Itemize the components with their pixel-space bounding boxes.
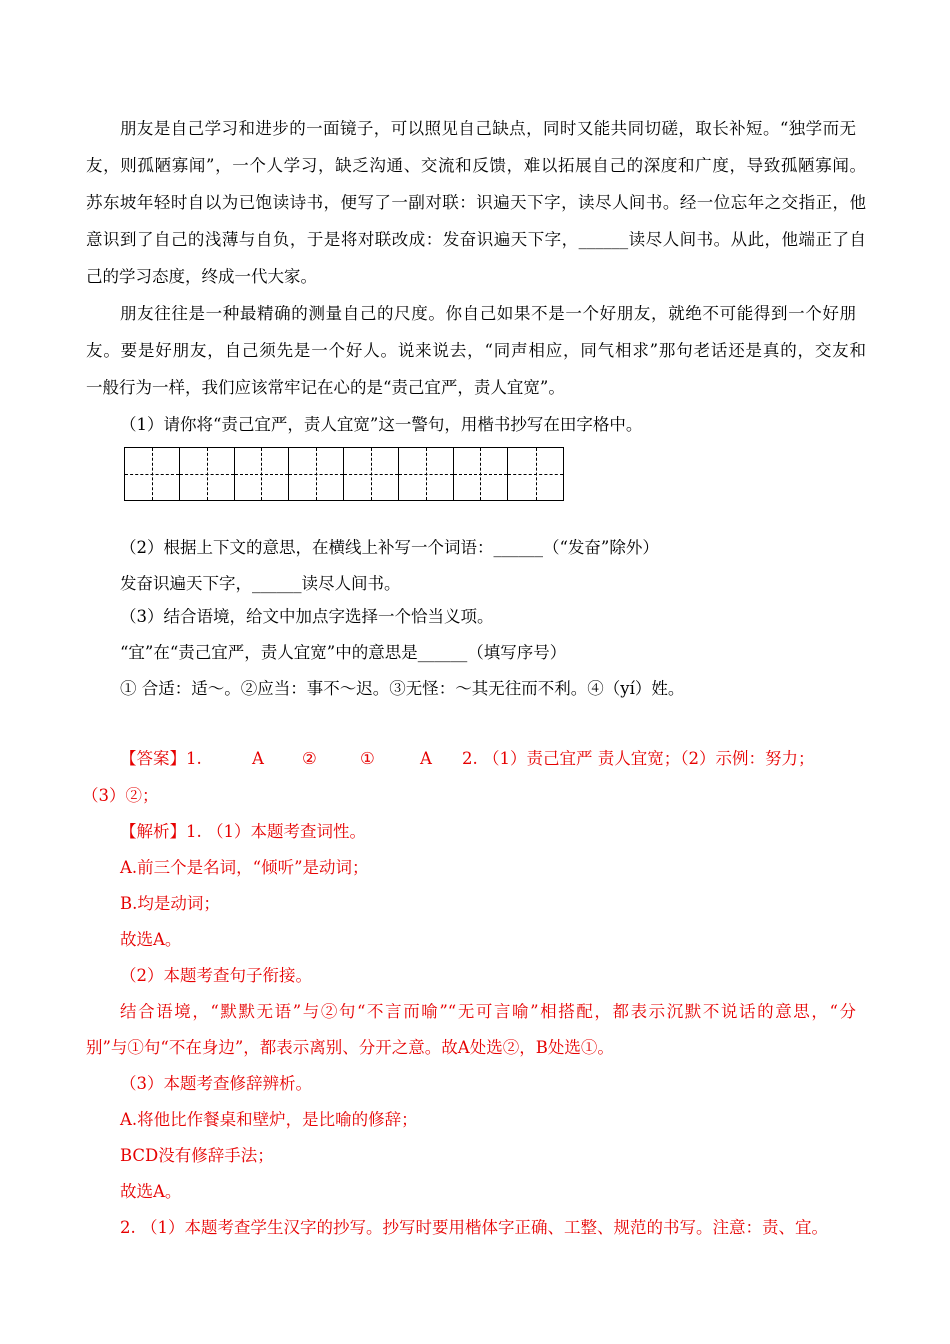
analysis-heading: 【解析】1. （1）本题考查词性。	[120, 822, 366, 841]
tianzige-cell	[454, 448, 509, 500]
answer-item-3: ①	[360, 749, 375, 768]
analysis-line: 别”与①句“不在身边”，都表示离别、分开之意。故A处选②，B处选①。	[86, 1038, 614, 1057]
passage-p1-line-1: 朋友是自己学习和进步的一面镜子，可以照见自己缺点，同时又能共同切磋，取长补短。“独学而无	[120, 119, 856, 138]
answer-continuation: （3）②；	[82, 786, 159, 805]
tianzige-cell	[235, 448, 290, 500]
question-3-options: ① 合适：适～。②应当：事不～迟。③无怪：～其无往而不利。④（yí）姓。	[120, 679, 685, 698]
answer-item-4: A	[420, 749, 432, 768]
passage-p2-line-3: 一般行为一样，我们应该常牢记在心的是“责己宜严，责人宜宽”。	[86, 378, 565, 397]
passage-p2-line-1: 朋友往往是一种最精确的测量自己的尺度。你自己如果不是一个好朋友，就绝不可能得到一个好朋	[120, 304, 856, 323]
analysis-line: 2. （1）本题考查学生汉字的抄写。抄写时要用楷体字正确、工整、规范的书写。注意：责、宜。	[120, 1218, 828, 1237]
tianzige-grid	[124, 447, 564, 501]
passage-p1-line-3: 苏东坡年轻时自以为已饱读诗书，便写了一副对联：识遍天下字，读尽人间书。经一位忘年之交指正，他	[86, 193, 866, 212]
passage-p1-line-4: 意识到了自己的浅薄与自负，于是将对联改成：发奋识遍天下字，______读尽人间书。从此，他端正了自	[86, 230, 866, 249]
tianzige-cell	[399, 448, 454, 500]
tianzige-cell	[344, 448, 399, 500]
tianzige-cell	[180, 448, 235, 500]
analysis-line: 结合语境，“默默无语”与②句“不言而喻”“无可言喻”相搭配，都表示沉默不说话的意思，“分	[120, 1002, 856, 1021]
analysis-line: B.均是动词；	[120, 894, 220, 913]
question-3-prompt: “宜”在“责己宜严，责人宜宽”中的意思是______（填写序号）	[120, 643, 567, 662]
question-3: （3）结合语境，给文中加点字选择一个恰当义项。	[120, 607, 494, 626]
analysis-line: BCD没有修辞手法；	[120, 1146, 274, 1165]
passage-p1-line-5: 己的学习态度，终成一代大家。	[86, 267, 317, 286]
answer-part-2: 2. （1）责己宜严 责人宜宽；（2）示例：努力；	[462, 749, 815, 768]
question-2-blank-line: 发奋识遍天下字，______读尽人间书。	[120, 574, 401, 593]
question-1: （1）请你将“责己宜严，责人宜宽”这一警句，用楷书抄写在田字格中。	[120, 415, 643, 434]
tianzige-cell	[125, 448, 180, 500]
analysis-line: （3）本题考查修辞辨析。	[120, 1074, 312, 1093]
answer-label: 【答案】1.	[120, 749, 202, 768]
passage-p1-line-2: 友，则孤陋寡闻”，一个人学习，缺乏沟通、交流和反馈，难以拓展自己的深度和广度，导致孤陋寡闻。	[86, 156, 866, 175]
analysis-line: （2）本题考查句子衔接。	[120, 966, 312, 985]
answer-line	[0, 748, 950, 770]
passage-p2-line-2: 友。要是好朋友，自己须先是一个好人。说来说去，“同声相应，同气相求”那句老话还是真的，交友和	[86, 341, 866, 360]
question-2: （2）根据上下文的意思，在横线上补写一个词语：______（“发奋”除外）	[120, 538, 659, 557]
analysis-line: 故选A。	[120, 930, 182, 949]
answer-item-1: A	[252, 749, 264, 768]
tianzige-cell	[508, 448, 563, 500]
analysis-line: 故选A。	[120, 1182, 182, 1201]
analysis-line: A.将他比作餐桌和壁炉，是比喻的修辞；	[120, 1110, 418, 1129]
answer-item-2: ②	[302, 749, 317, 768]
tianzige-cell	[289, 448, 344, 500]
analysis-line: A.前三个是名词，“倾听”是动词；	[120, 858, 369, 877]
